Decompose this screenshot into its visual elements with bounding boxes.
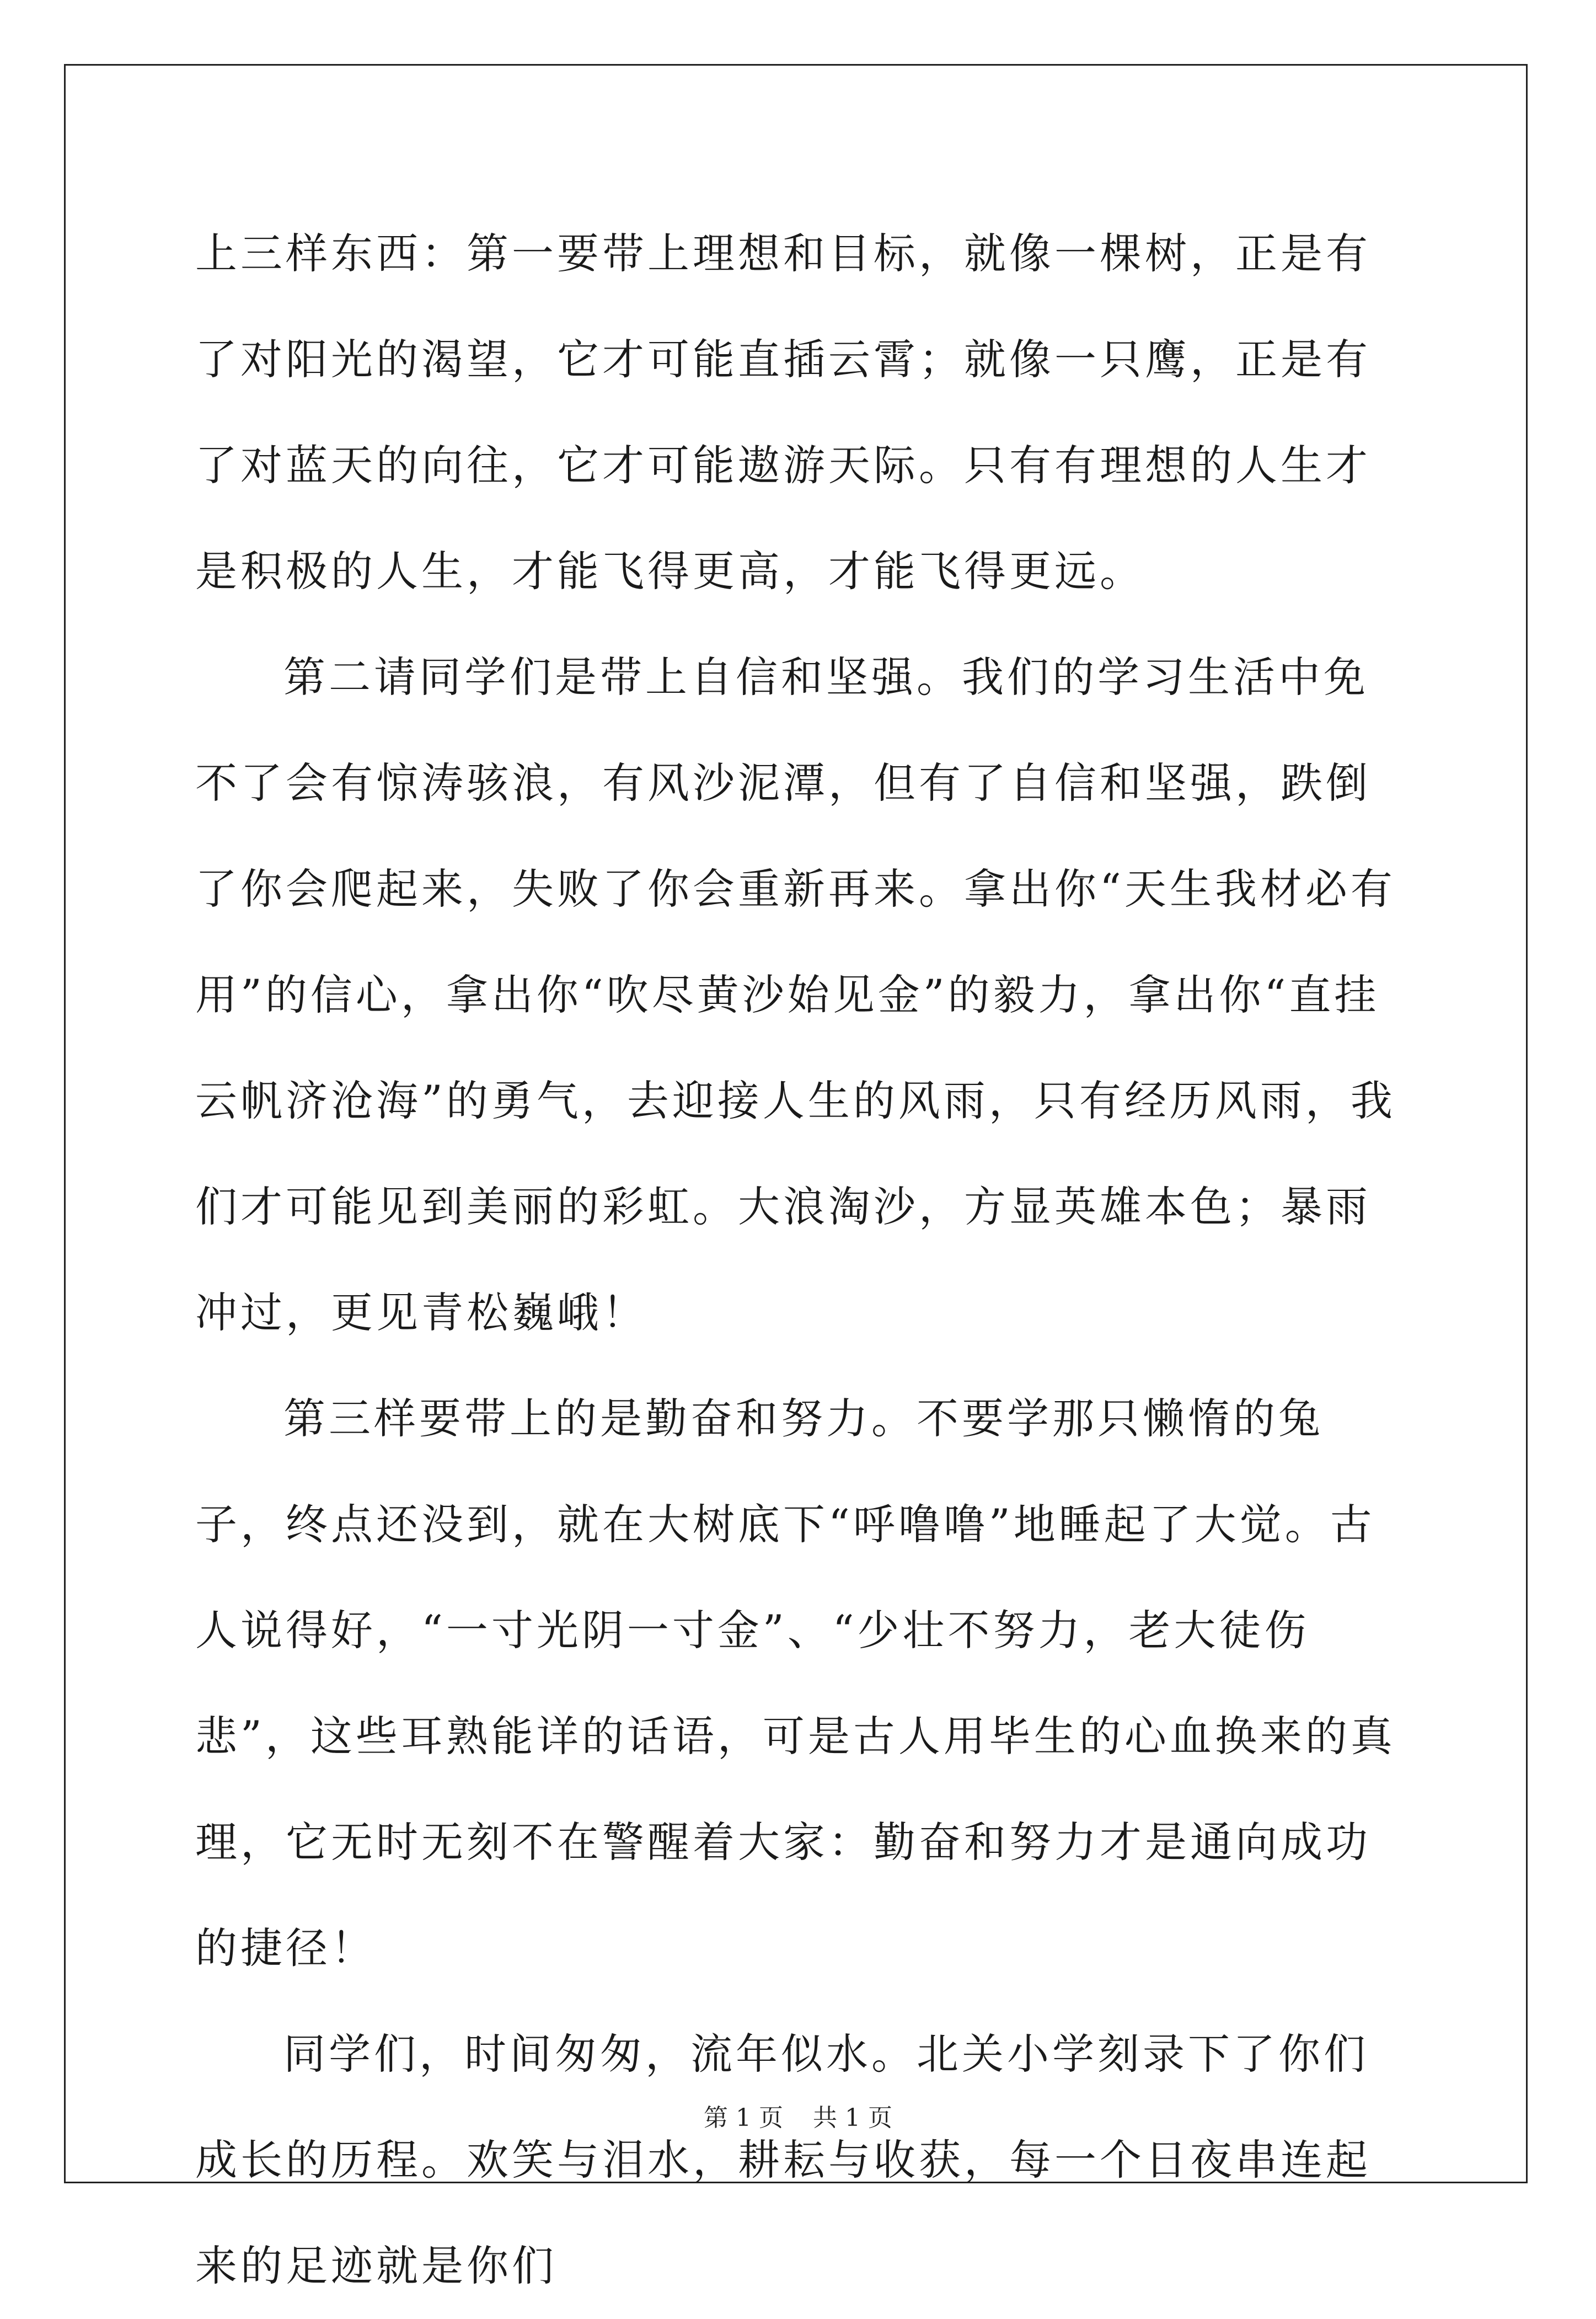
paragraph-continued: 上三样东西：第一要带上理想和目标，就像一棵树，正是有了对阳光的渴望，它才可能直插云霄；就像一只鹰，正是有了对蓝天的向往，它才可能遨游天际。只有有理想的人生才是积极的人生，才能飞得更高，才能飞得更远。 — [195, 229, 1371, 596]
page-footer — [0, 2102, 1596, 2135]
page-total: 共 1 页 — [813, 2104, 892, 2132]
paragraph-confidence: 第二请同学们是带上自信和坚强。我们的学习生活中免不了会有惊涛骇浪，有风沙泥潭，但有了自信和坚强，跌倒了你会爬起来，失败了你会重新再来。拿出你“天生我材必有用”的信心，拿出你“吹尽黄沙始见金”的毅力，拿出你“直挂云帆济沧海”的勇气，去迎接人生的风雨，只有经历风雨，我们才可能见到美丽的彩虹。大浪淘沙，方显英雄本色；暴雨冲过，更见青松巍峨！ — [195, 653, 1396, 1337]
page-number: 第 1 页 — [704, 2104, 783, 2132]
paragraph-farewell: 同学们，时间匆匆，流年似水。北关小学刻录下了你们成长的历程。欢笑与泪水，耕耘与收获，每一个日夜串连起来的足迹就是你们 — [195, 2029, 1371, 2290]
paragraph-diligence: 第三样要带上的是勤奋和努力。不要学那只懒惰的兔子，终点还没到，就在大树底下“呼噜噜”地睡起了大觉。古人说得好，“一寸光阴一寸金”、“少壮不努力，老大徒伤悲”，这些耳熟能详的话语，可是古人用毕生的心血换来的真理，它无时无刻不在警醒着大家：勤奋和努力才是通向成功的捷径！ — [195, 1394, 1396, 1973]
document-body — [195, 201, 1408, 2319]
